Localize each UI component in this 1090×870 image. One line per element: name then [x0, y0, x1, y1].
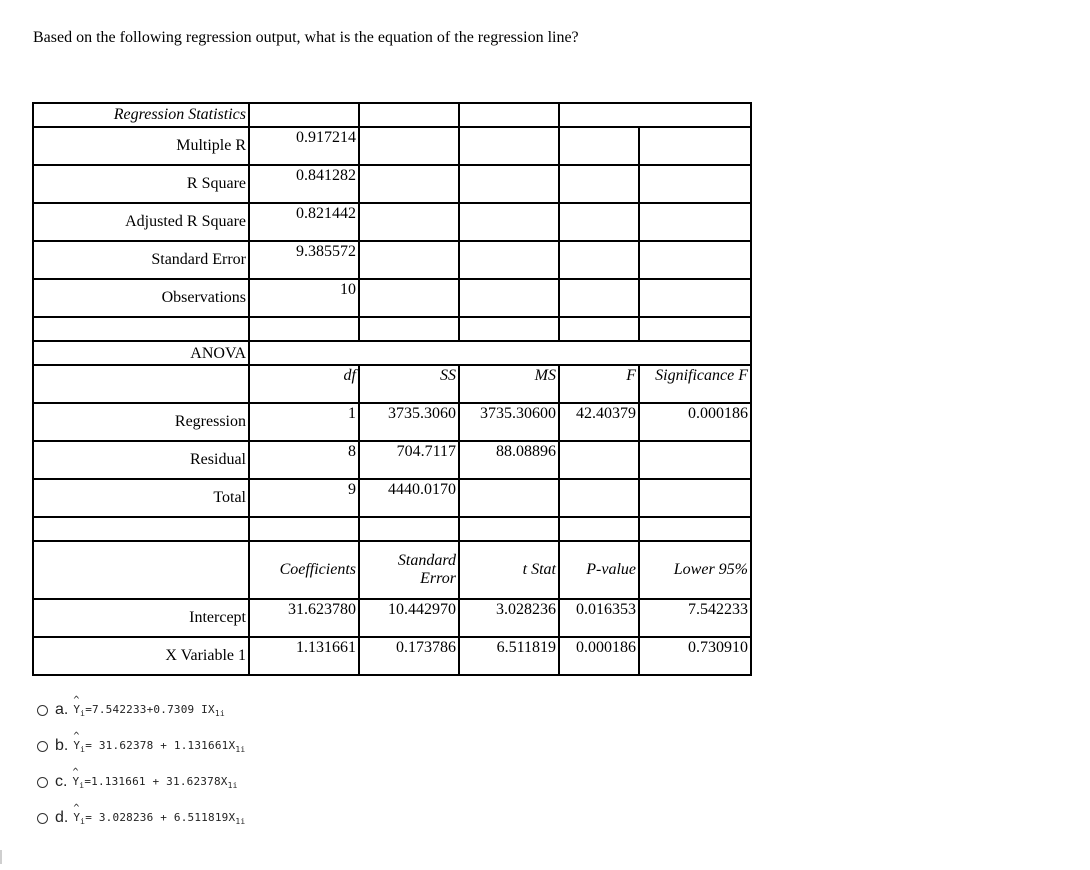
col-sigf: Significance F — [639, 365, 751, 403]
col-ms: MS — [459, 365, 559, 403]
y-hat: ^ Y — [72, 775, 79, 788]
option-letter: d. — [55, 809, 69, 826]
stat-label: R Square — [33, 165, 249, 203]
anova-columns-row — [33, 365, 751, 403]
col-coefficients: Coefficients — [249, 541, 359, 599]
cell-ms: 3735.30600 — [459, 403, 559, 441]
table-row — [33, 127, 751, 165]
option-equation: ^ $Y_i= 3.028236 + 6.511819X_{1i}$ — [73, 811, 245, 826]
cell-lower: 7.542233 — [639, 599, 751, 637]
col-f: F — [559, 365, 639, 403]
table-row — [33, 165, 751, 203]
regstats-header: Regression Statistics — [33, 103, 249, 127]
stat-value: 0.917214 — [249, 127, 359, 165]
radio-button-b[interactable] — [37, 741, 48, 752]
option-letter: c. — [55, 773, 68, 790]
cell-ss: 4440.0170 — [359, 479, 459, 517]
anova-residual-row — [33, 441, 751, 479]
option-equation: ^ $Y_i=7.542233+0.7309$ $IX_{1i}$ — [73, 703, 225, 718]
option-equation: ^ $Y_i= 31.62378 + 1.131661X_{1i}$ — [73, 739, 245, 754]
option-d[interactable] — [37, 800, 245, 836]
row-label: X Variable 1 — [33, 637, 249, 675]
table-row — [33, 203, 751, 241]
radio-button-d[interactable] — [37, 813, 48, 824]
y-hat: ^ Y — [73, 703, 80, 716]
cell-coef: 31.623780 — [249, 599, 359, 637]
answer-options — [37, 692, 245, 836]
table-row — [33, 241, 751, 279]
row-label: Regression — [33, 403, 249, 441]
anova-regression-row — [33, 403, 751, 441]
coef-intercept-row — [33, 599, 751, 637]
coef-columns-row — [33, 541, 751, 599]
regression-output-table — [32, 102, 752, 676]
anova-header: ANOVA — [33, 341, 249, 365]
stat-value: 9.385572 — [249, 241, 359, 279]
col-lower-95: Lower 95% — [639, 541, 751, 599]
row-label: Intercept — [33, 599, 249, 637]
cell-ss: 704.7117 — [359, 441, 459, 479]
option-letter: b. — [55, 737, 69, 754]
cell-p: 0.016353 — [559, 599, 639, 637]
col-standard-error — [359, 541, 459, 599]
option-a[interactable] — [37, 692, 245, 728]
col-t-stat: t Stat — [459, 541, 559, 599]
cell-sigf: 0.000186 — [639, 403, 751, 441]
table-row — [33, 517, 751, 541]
regstats-header-row — [33, 103, 751, 127]
row-label: Residual — [33, 441, 249, 479]
stat-label: Adjusted R Square — [33, 203, 249, 241]
cell-se: 10.442970 — [359, 599, 459, 637]
cell-df: 1 — [249, 403, 359, 441]
cell-df: 9 — [249, 479, 359, 517]
col-standard-error-line2: Error — [420, 570, 456, 587]
table-row — [33, 317, 751, 341]
cell-p: 0.000186 — [559, 637, 639, 675]
cell-df: 8 — [249, 441, 359, 479]
y-hat: ^ Y — [73, 811, 80, 824]
stat-value: 0.841282 — [249, 165, 359, 203]
row-label: Total — [33, 479, 249, 517]
option-c[interactable] — [37, 764, 245, 800]
question-text: Based on the following regression output, what is the equation of the regression line? — [33, 29, 579, 46]
anova-header-row — [33, 341, 751, 365]
cell-ss: 3735.3060 — [359, 403, 459, 441]
option-equation: ^ $Y_i=1.131661 + 31.62378X_{1i}$ — [72, 775, 237, 790]
cell-t: 3.028236 — [459, 599, 559, 637]
radio-button-c[interactable] — [37, 777, 48, 788]
stat-value: 0.821442 — [249, 203, 359, 241]
cell-coef: 1.131661 — [249, 637, 359, 675]
table-row — [33, 279, 751, 317]
anova-total-row — [33, 479, 751, 517]
col-p-value: P-value — [559, 541, 639, 599]
stat-label: Standard Error — [33, 241, 249, 279]
col-ss: SS — [359, 365, 459, 403]
col-standard-error-line1: Standard — [397, 552, 456, 569]
y-hat: ^ Y — [73, 739, 80, 752]
col-df: df — [249, 365, 359, 403]
edge-mark — [0, 850, 2, 864]
option-b[interactable] — [37, 728, 245, 764]
stat-value: 10 — [249, 279, 359, 317]
stat-label: Observations — [33, 279, 249, 317]
radio-button-a[interactable] — [37, 705, 48, 716]
stat-label: Multiple R — [33, 127, 249, 165]
option-letter: a. — [55, 701, 69, 718]
cell-t: 6.511819 — [459, 637, 559, 675]
cell-lower: 0.730910 — [639, 637, 751, 675]
coef-x1-row — [33, 637, 751, 675]
cell-ms: 88.08896 — [459, 441, 559, 479]
cell-f: 42.40379 — [559, 403, 639, 441]
cell-se: 0.173786 — [359, 637, 459, 675]
